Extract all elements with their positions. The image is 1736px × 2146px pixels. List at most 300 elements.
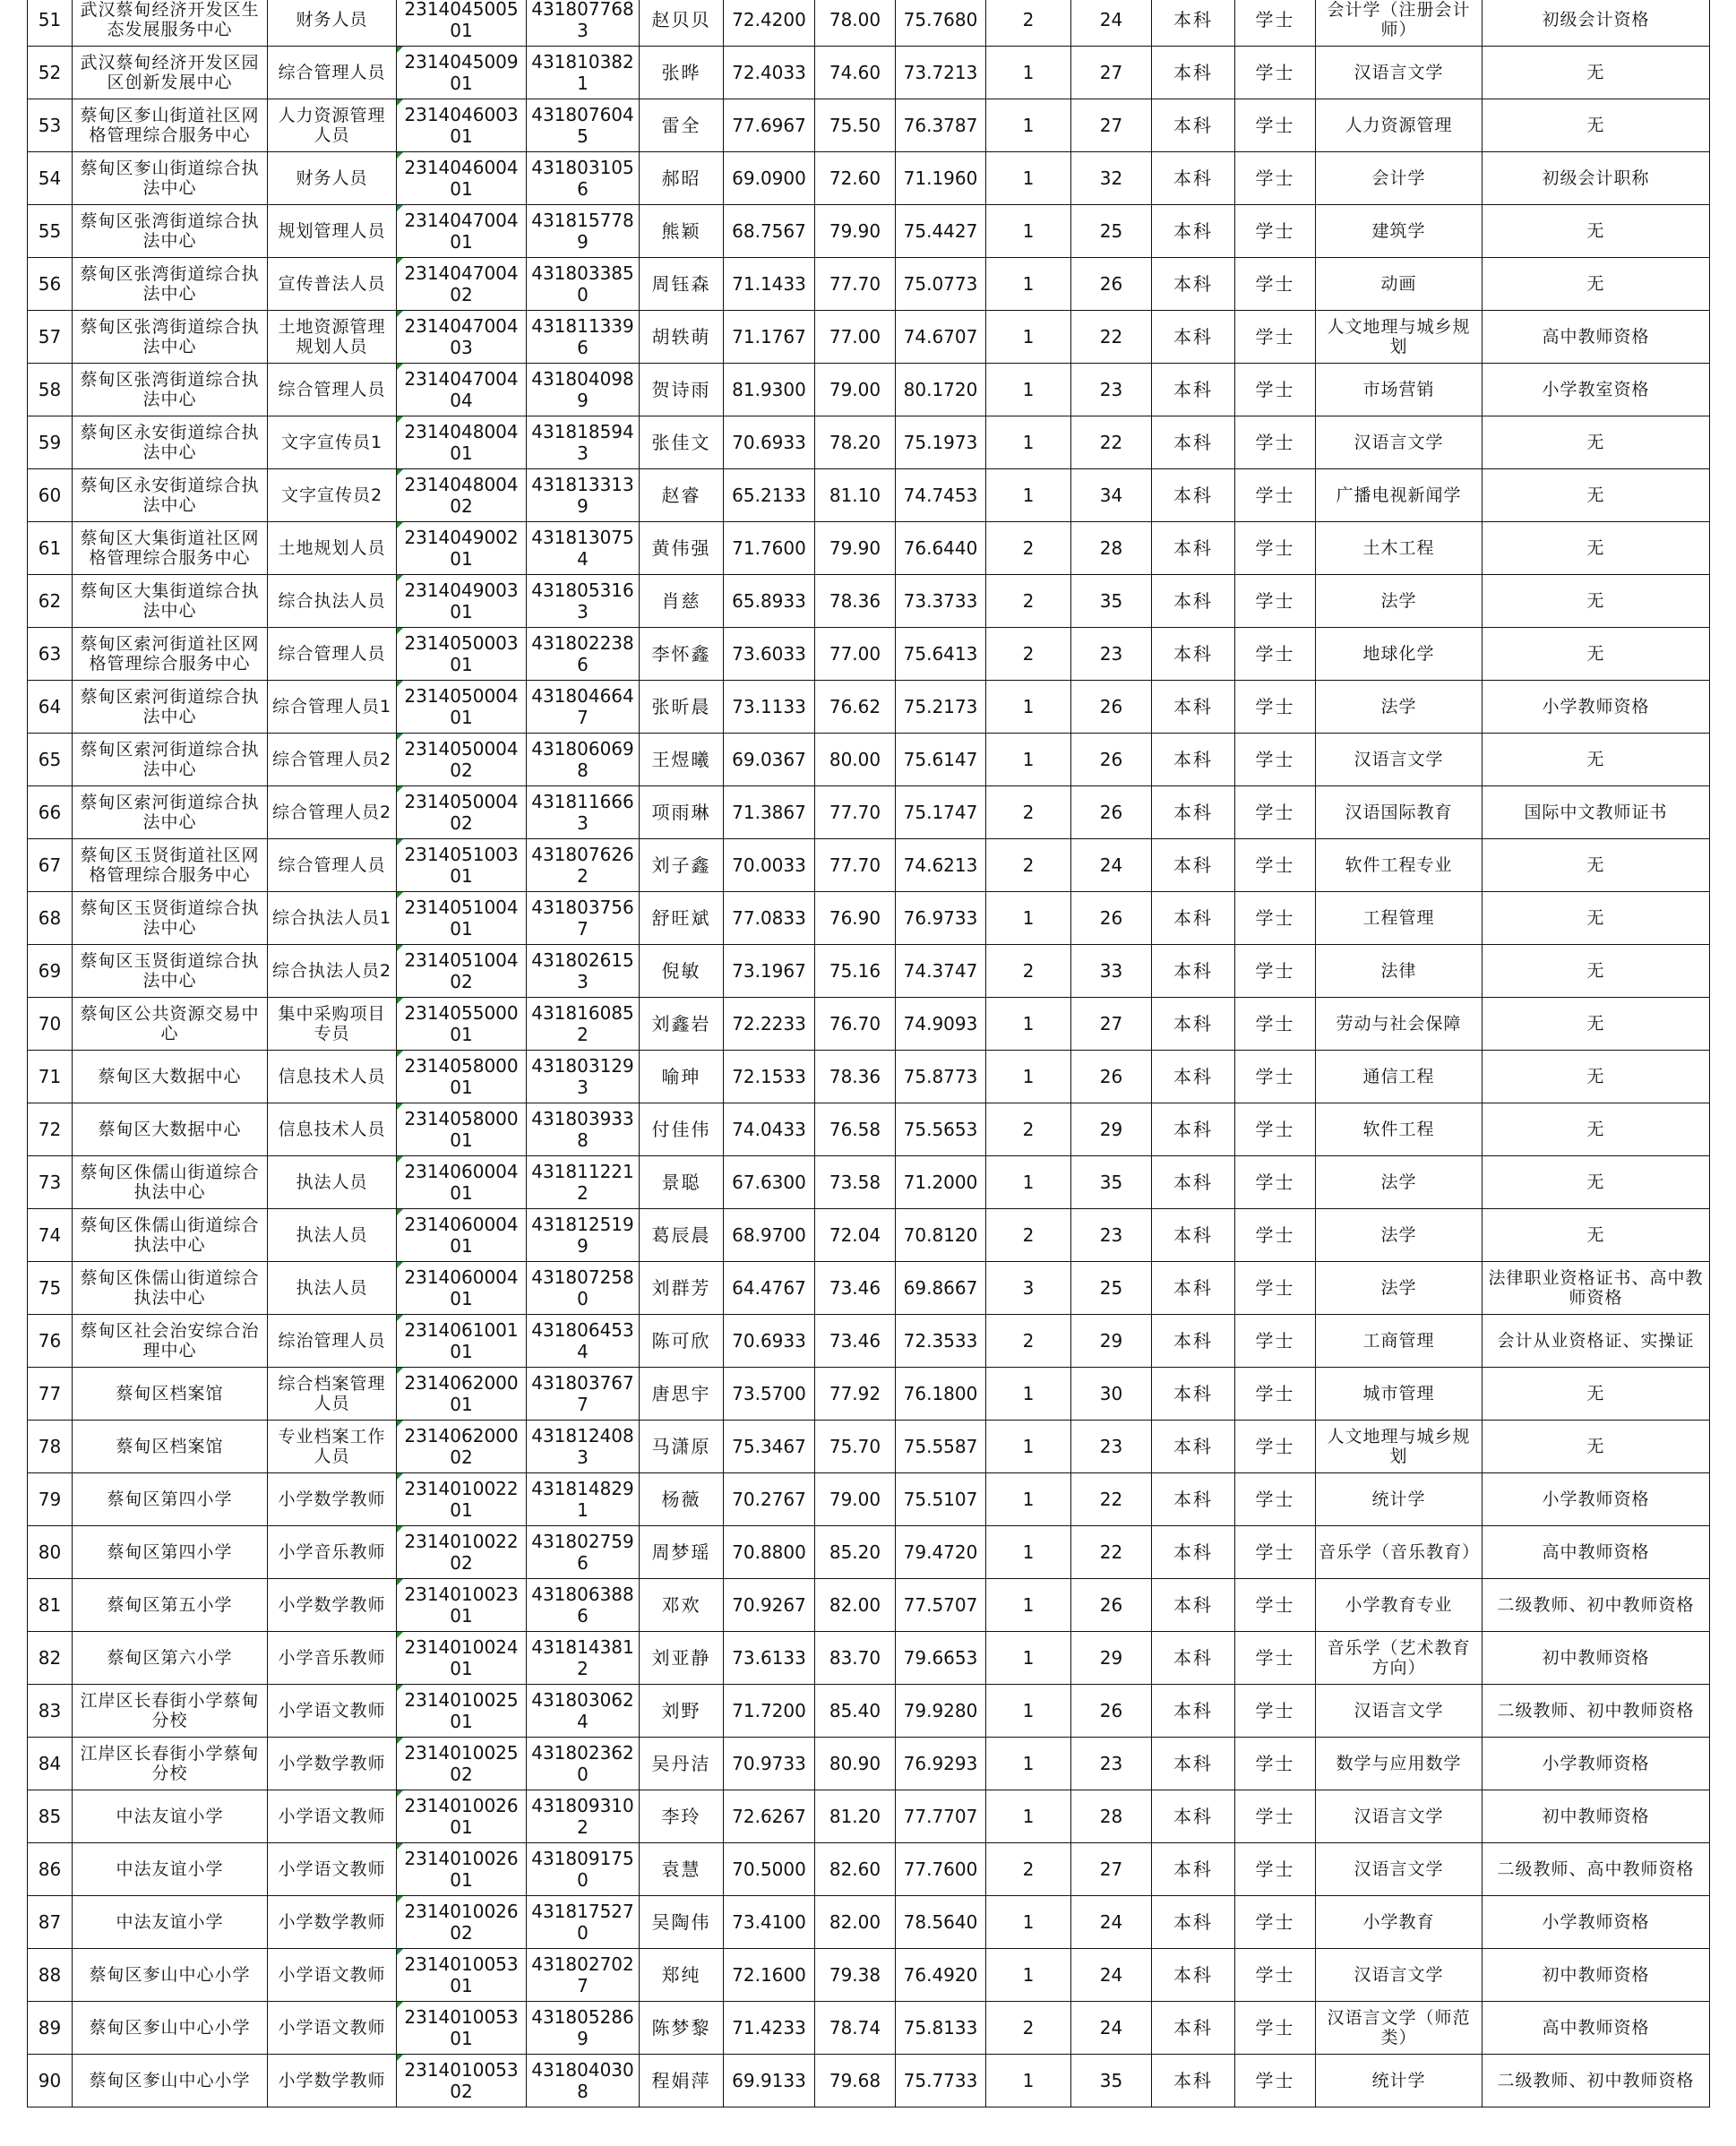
written-score: 70.5000 — [724, 1843, 815, 1896]
ticket-cell: 4318093102 — [527, 1790, 640, 1843]
interview-score: 82.00 — [815, 1896, 896, 1949]
name-cell: 张晔 — [640, 47, 724, 99]
unit-cell: 蔡甸区张湾街道综合执法中心 — [73, 364, 268, 416]
age-cell: 27 — [1071, 47, 1152, 99]
table-row — [28, 892, 1710, 945]
post-code-cell: 231405000401 — [397, 681, 527, 734]
table-row — [28, 1156, 1710, 1209]
name-cell: 赵贝贝 — [640, 0, 724, 47]
post-cell: 综合管理人员 — [268, 47, 397, 99]
table-row — [28, 205, 1710, 258]
name-cell: 雷全 — [640, 99, 724, 152]
certificate-cell: 二级教师、高中教师资格 — [1482, 1843, 1710, 1896]
row-number: 69 — [28, 945, 73, 998]
rank-cell: 2 — [986, 522, 1071, 575]
post-code-cell: 231401002301 — [397, 1579, 527, 1632]
certificate-cell: 无 — [1482, 1209, 1710, 1262]
ticket-cell: 4318033850 — [527, 258, 640, 311]
rank-cell: 1 — [986, 1949, 1071, 2002]
age-cell: 23 — [1071, 1421, 1152, 1473]
certificate-cell: 二级教师、初中教师资格 — [1482, 1579, 1710, 1632]
major-cell: 汉语言文学 — [1316, 1790, 1482, 1843]
major-cell: 法学 — [1316, 1209, 1482, 1262]
degree-cell: 学士 — [1235, 469, 1316, 522]
education-cell: 本科 — [1152, 1685, 1235, 1738]
ticket-cell: 4318030624 — [527, 1685, 640, 1738]
interview-score: 78.36 — [815, 1051, 896, 1103]
post-code-cell: 231404700402 — [397, 258, 527, 311]
major-cell: 法律 — [1316, 945, 1482, 998]
written-score: 65.8933 — [724, 575, 815, 628]
degree-cell: 学士 — [1235, 1368, 1316, 1421]
written-score: 72.1600 — [724, 1949, 815, 2002]
row-number: 61 — [28, 522, 73, 575]
post-code-cell: 231404600401 — [397, 152, 527, 205]
post-code-cell: 231404500901 — [397, 47, 527, 99]
rank-cell: 1 — [986, 998, 1071, 1051]
name-cell: 倪敏 — [640, 945, 724, 998]
degree-cell: 学士 — [1235, 1579, 1316, 1632]
table-row — [28, 99, 1710, 152]
post-cell: 综合档案管理人员 — [268, 1368, 397, 1421]
interview-score: 73.46 — [815, 1315, 896, 1368]
rank-cell: 2 — [986, 0, 1071, 47]
row-number: 78 — [28, 1421, 73, 1473]
row-number: 64 — [28, 681, 73, 734]
unit-cell: 蔡甸区张湾街道综合执法中心 — [73, 205, 268, 258]
certificate-cell: 初级会计职称 — [1482, 152, 1710, 205]
name-cell: 刘野 — [640, 1685, 724, 1738]
ticket-cell: 4318060698 — [527, 734, 640, 786]
certificate-cell: 无 — [1482, 47, 1710, 99]
table-row — [28, 1103, 1710, 1156]
name-cell: 付佳伟 — [640, 1103, 724, 1156]
unit-cell: 蔡甸区第五小学 — [73, 1579, 268, 1632]
post-code-cell: 231404700404 — [397, 364, 527, 416]
written-score: 69.0900 — [724, 152, 815, 205]
education-cell: 本科 — [1152, 1315, 1235, 1368]
row-number: 81 — [28, 1579, 73, 1632]
table-row — [28, 839, 1710, 892]
education-cell: 本科 — [1152, 1790, 1235, 1843]
education-cell: 本科 — [1152, 1526, 1235, 1579]
post-cell: 专业档案工作人员 — [268, 1421, 397, 1473]
age-cell: 24 — [1071, 0, 1152, 47]
ticket-cell: 4318103821 — [527, 47, 640, 99]
rank-cell: 2 — [986, 1315, 1071, 1368]
age-cell: 23 — [1071, 1209, 1152, 1262]
name-cell: 刘子鑫 — [640, 839, 724, 892]
post-cell: 集中采购项目专员 — [268, 998, 397, 1051]
rank-cell: 2 — [986, 786, 1071, 839]
post-code-cell: 231406200002 — [397, 1421, 527, 1473]
total-score: 76.9733 — [896, 892, 986, 945]
education-cell: 本科 — [1152, 1103, 1235, 1156]
unit-cell: 蔡甸区档案馆 — [73, 1368, 268, 1421]
major-cell: 音乐学（音乐教育） — [1316, 1526, 1482, 1579]
total-score: 74.9093 — [896, 998, 986, 1051]
major-cell: 汉语言文学（师范类） — [1316, 2002, 1482, 2055]
education-cell: 本科 — [1152, 892, 1235, 945]
row-number: 76 — [28, 1315, 73, 1368]
unit-cell: 蔡甸区索河街道社区网格管理综合服务中心 — [73, 628, 268, 681]
written-score: 75.3467 — [724, 1421, 815, 1473]
age-cell: 24 — [1071, 1949, 1152, 2002]
post-code-cell: 231404800402 — [397, 469, 527, 522]
major-cell: 音乐学（艺术教育方向） — [1316, 1632, 1482, 1685]
ticket-cell: 4318091750 — [527, 1843, 640, 1896]
written-score: 71.1767 — [724, 311, 815, 364]
unit-cell: 蔡甸区侏儒山街道综合执法中心 — [73, 1209, 268, 1262]
row-number: 54 — [28, 152, 73, 205]
degree-cell: 学士 — [1235, 1262, 1316, 1315]
ticket-cell: 4318064534 — [527, 1315, 640, 1368]
certificate-cell: 无 — [1482, 469, 1710, 522]
table-row — [28, 1579, 1710, 1632]
education-cell: 本科 — [1152, 575, 1235, 628]
row-number: 84 — [28, 1738, 73, 1790]
rank-cell: 1 — [986, 1632, 1071, 1685]
table-row — [28, 1315, 1710, 1368]
interview-score: 78.20 — [815, 416, 896, 469]
rank-cell: 1 — [986, 364, 1071, 416]
education-cell: 本科 — [1152, 1843, 1235, 1896]
post-cell: 人力资源管理人员 — [268, 99, 397, 152]
table-row — [28, 1896, 1710, 1949]
rank-cell: 2 — [986, 839, 1071, 892]
post-code-cell: 231401002202 — [397, 1526, 527, 1579]
degree-cell: 学士 — [1235, 998, 1316, 1051]
rank-cell: 1 — [986, 258, 1071, 311]
table-row — [28, 1790, 1710, 1843]
ticket-cell: 4318031293 — [527, 1051, 640, 1103]
rank-cell: 2 — [986, 575, 1071, 628]
row-number: 88 — [28, 1949, 73, 2002]
name-cell: 喻珅 — [640, 1051, 724, 1103]
unit-cell: 蔡甸区大数据中心 — [73, 1051, 268, 1103]
degree-cell: 学士 — [1235, 1315, 1316, 1368]
total-score: 71.2000 — [896, 1156, 986, 1209]
unit-cell: 中法友谊小学 — [73, 1790, 268, 1843]
name-cell: 陈可欣 — [640, 1315, 724, 1368]
rank-cell: 1 — [986, 1473, 1071, 1526]
age-cell: 24 — [1071, 2002, 1152, 2055]
row-number: 65 — [28, 734, 73, 786]
table-row — [28, 1738, 1710, 1790]
post-code-cell: 231406200001 — [397, 1368, 527, 1421]
degree-cell: 学士 — [1235, 892, 1316, 945]
rank-cell: 1 — [986, 892, 1071, 945]
major-cell: 统计学 — [1316, 1473, 1482, 1526]
post-code-cell: 231401002502 — [397, 1738, 527, 1790]
row-number: 60 — [28, 469, 73, 522]
post-code-cell: 231404900301 — [397, 575, 527, 628]
interview-score: 83.70 — [815, 1632, 896, 1685]
rank-cell: 1 — [986, 1051, 1071, 1103]
table-row — [28, 1421, 1710, 1473]
major-cell: 汉语言文学 — [1316, 416, 1482, 469]
ticket-cell: 4318112212 — [527, 1156, 640, 1209]
table-row — [28, 1209, 1710, 1262]
total-score: 76.6440 — [896, 522, 986, 575]
major-cell: 小学教育 — [1316, 1896, 1482, 1949]
age-cell: 27 — [1071, 1843, 1152, 1896]
rank-cell: 1 — [986, 1368, 1071, 1421]
name-cell: 吴陶伟 — [640, 1896, 724, 1949]
unit-cell: 中法友谊小学 — [73, 1843, 268, 1896]
rank-cell: 1 — [986, 734, 1071, 786]
total-score: 75.7680 — [896, 0, 986, 47]
certificate-cell: 小学教室资格 — [1482, 364, 1710, 416]
table-row — [28, 575, 1710, 628]
row-number: 68 — [28, 892, 73, 945]
total-score: 79.9280 — [896, 1685, 986, 1738]
rank-cell: 2 — [986, 2002, 1071, 2055]
table-row — [28, 2055, 1710, 2107]
rank-cell: 1 — [986, 1896, 1071, 1949]
interview-score: 79.00 — [815, 364, 896, 416]
age-cell: 28 — [1071, 522, 1152, 575]
total-score: 79.4720 — [896, 1526, 986, 1579]
post-cell: 执法人员 — [268, 1262, 397, 1315]
table-row — [28, 1262, 1710, 1315]
unit-cell: 蔡甸区永安街道综合执法中心 — [73, 469, 268, 522]
post-cell: 执法人员 — [268, 1156, 397, 1209]
ticket-cell: 4318076045 — [527, 99, 640, 152]
education-cell: 本科 — [1152, 681, 1235, 734]
post-cell: 综合管理人员1 — [268, 681, 397, 734]
age-cell: 28 — [1071, 1790, 1152, 1843]
education-cell: 本科 — [1152, 258, 1235, 311]
post-code-cell: 231406000401 — [397, 1209, 527, 1262]
total-score: 76.3787 — [896, 99, 986, 152]
interview-score: 75.70 — [815, 1421, 896, 1473]
interview-score: 82.60 — [815, 1843, 896, 1896]
rank-cell: 1 — [986, 1421, 1071, 1473]
total-score: 78.5640 — [896, 1896, 986, 1949]
major-cell: 地球化学 — [1316, 628, 1482, 681]
total-score: 75.1973 — [896, 416, 986, 469]
table-row — [28, 1051, 1710, 1103]
post-cell: 综合管理人员 — [268, 364, 397, 416]
post-cell: 综合管理人员 — [268, 839, 397, 892]
education-cell: 本科 — [1152, 0, 1235, 47]
major-cell: 广播电视新闻学 — [1316, 469, 1482, 522]
rank-cell: 1 — [986, 1685, 1071, 1738]
unit-cell: 蔡甸区永安街道综合执法中心 — [73, 416, 268, 469]
post-cell: 小学语文教师 — [268, 1949, 397, 2002]
age-cell: 27 — [1071, 99, 1152, 152]
unit-cell: 蔡甸区奓山中心小学 — [73, 2055, 268, 2107]
name-cell: 郝昭 — [640, 152, 724, 205]
certificate-cell: 小学教师资格 — [1482, 1473, 1710, 1526]
total-score: 73.7213 — [896, 47, 986, 99]
total-score: 75.1747 — [896, 786, 986, 839]
post-code-cell: 231405100301 — [397, 839, 527, 892]
name-cell: 程娟萍 — [640, 2055, 724, 2107]
unit-cell: 蔡甸区第四小学 — [73, 1526, 268, 1579]
post-code-cell: 231401002602 — [397, 1896, 527, 1949]
age-cell: 26 — [1071, 1685, 1152, 1738]
degree-cell: 学士 — [1235, 1738, 1316, 1790]
education-cell: 本科 — [1152, 205, 1235, 258]
rank-cell: 2 — [986, 945, 1071, 998]
ticket-cell: 4318031056 — [527, 152, 640, 205]
age-cell: 26 — [1071, 734, 1152, 786]
interview-score: 75.16 — [815, 945, 896, 998]
degree-cell: 学士 — [1235, 1632, 1316, 1685]
certificate-cell: 高中教师资格 — [1482, 311, 1710, 364]
interview-score: 73.58 — [815, 1156, 896, 1209]
unit-cell: 蔡甸区第四小学 — [73, 1473, 268, 1526]
unit-cell: 蔡甸区大数据中心 — [73, 1103, 268, 1156]
post-code-cell: 231404600301 — [397, 99, 527, 152]
name-cell: 项雨琳 — [640, 786, 724, 839]
row-number: 66 — [28, 786, 73, 839]
written-score: 72.1533 — [724, 1051, 815, 1103]
certificate-cell: 无 — [1482, 628, 1710, 681]
certificate-cell: 无 — [1482, 1103, 1710, 1156]
interview-score: 79.38 — [815, 1949, 896, 2002]
ticket-cell: 4318133139 — [527, 469, 640, 522]
interview-score: 76.58 — [815, 1103, 896, 1156]
post-cell: 文字宣传员1 — [268, 416, 397, 469]
table-row — [28, 258, 1710, 311]
row-number: 77 — [28, 1368, 73, 1421]
education-cell: 本科 — [1152, 945, 1235, 998]
certificate-cell: 初中教师资格 — [1482, 1790, 1710, 1843]
written-score: 70.9267 — [724, 1579, 815, 1632]
unit-cell: 蔡甸区玉贤街道社区网格管理综合服务中心 — [73, 839, 268, 892]
interview-score: 81.20 — [815, 1790, 896, 1843]
unit-cell: 武汉蔡甸经济开发区园区创新发展中心 — [73, 47, 268, 99]
ticket-cell: 4318022386 — [527, 628, 640, 681]
major-cell: 汉语言文学 — [1316, 1685, 1482, 1738]
education-cell: 本科 — [1152, 1368, 1235, 1421]
post-cell: 综合执法人员1 — [268, 892, 397, 945]
certificate-cell: 无 — [1482, 839, 1710, 892]
certificate-cell: 无 — [1482, 575, 1710, 628]
row-number: 67 — [28, 839, 73, 892]
row-number: 80 — [28, 1526, 73, 1579]
degree-cell: 学士 — [1235, 1103, 1316, 1156]
table-row — [28, 1949, 1710, 2002]
name-cell: 贺诗雨 — [640, 364, 724, 416]
certificate-cell: 无 — [1482, 522, 1710, 575]
interview-score: 74.60 — [815, 47, 896, 99]
ticket-cell: 4318175270 — [527, 1896, 640, 1949]
degree-cell: 学士 — [1235, 575, 1316, 628]
education-cell: 本科 — [1152, 99, 1235, 152]
major-cell: 会计学 — [1316, 152, 1482, 205]
ticket-cell: 4318130754 — [527, 522, 640, 575]
total-score: 74.3747 — [896, 945, 986, 998]
post-cell: 综合管理人员2 — [268, 734, 397, 786]
post-code-cell: 231404500501 — [397, 0, 527, 47]
name-cell: 袁慧 — [640, 1843, 724, 1896]
written-score: 73.4100 — [724, 1896, 815, 1949]
age-cell: 29 — [1071, 1103, 1152, 1156]
post-cell: 信息技术人员 — [268, 1103, 397, 1156]
education-cell: 本科 — [1152, 152, 1235, 205]
age-cell: 23 — [1071, 628, 1152, 681]
unit-cell: 蔡甸区张湾街道综合执法中心 — [73, 258, 268, 311]
unit-cell: 蔡甸区奓山街道社区网格管理综合服务中心 — [73, 99, 268, 152]
ticket-cell: 4318157789 — [527, 205, 640, 258]
row-number: 82 — [28, 1632, 73, 1685]
post-cell: 综合管理人员2 — [268, 786, 397, 839]
certificate-cell: 二级教师、初中教师资格 — [1482, 2055, 1710, 2107]
written-score: 73.5700 — [724, 1368, 815, 1421]
education-cell: 本科 — [1152, 1896, 1235, 1949]
interview-score: 79.00 — [815, 1473, 896, 1526]
education-cell: 本科 — [1152, 1262, 1235, 1315]
name-cell: 葛辰晨 — [640, 1209, 724, 1262]
written-score: 72.4200 — [724, 0, 815, 47]
written-score: 64.4767 — [724, 1262, 815, 1315]
interview-score: 85.20 — [815, 1526, 896, 1579]
interview-score: 82.00 — [815, 1579, 896, 1632]
written-score: 77.0833 — [724, 892, 815, 945]
ticket-cell: 4318039338 — [527, 1103, 640, 1156]
interview-score: 77.00 — [815, 628, 896, 681]
rank-cell: 1 — [986, 469, 1071, 522]
certificate-cell: 无 — [1482, 998, 1710, 1051]
ticket-cell: 4318148291 — [527, 1473, 640, 1526]
post-code-cell: 231401005302 — [397, 2055, 527, 2107]
interview-score: 78.00 — [815, 0, 896, 47]
post-cell: 财务人员 — [268, 152, 397, 205]
major-cell: 市场营销 — [1316, 364, 1482, 416]
certificate-cell: 初中教师资格 — [1482, 1949, 1710, 2002]
degree-cell: 学士 — [1235, 1949, 1316, 2002]
major-cell: 城市管理 — [1316, 1368, 1482, 1421]
total-score: 75.8133 — [896, 2002, 986, 2055]
education-cell: 本科 — [1152, 998, 1235, 1051]
certificate-cell: 无 — [1482, 1156, 1710, 1209]
row-number: 57 — [28, 311, 73, 364]
total-score: 77.5707 — [896, 1579, 986, 1632]
ticket-cell: 4318053163 — [527, 575, 640, 628]
major-cell: 软件工程专业 — [1316, 839, 1482, 892]
written-score: 70.6933 — [724, 416, 815, 469]
rank-cell: 2 — [986, 1843, 1071, 1896]
table-row — [28, 469, 1710, 522]
certificate-cell: 无 — [1482, 945, 1710, 998]
table-row — [28, 628, 1710, 681]
age-cell: 25 — [1071, 205, 1152, 258]
post-code-cell: 231401005301 — [397, 2002, 527, 2055]
name-cell: 吴丹洁 — [640, 1738, 724, 1790]
name-cell: 陈梦黎 — [640, 2002, 724, 2055]
post-cell: 宣传普法人员 — [268, 258, 397, 311]
degree-cell: 学士 — [1235, 786, 1316, 839]
name-cell: 周梦瑶 — [640, 1526, 724, 1579]
age-cell: 22 — [1071, 416, 1152, 469]
age-cell: 29 — [1071, 1632, 1152, 1685]
written-score: 73.6033 — [724, 628, 815, 681]
ticket-cell: 4318185943 — [527, 416, 640, 469]
certificate-cell: 无 — [1482, 416, 1710, 469]
ticket-cell: 4318160852 — [527, 998, 640, 1051]
degree-cell: 学士 — [1235, 311, 1316, 364]
unit-cell: 蔡甸区索河街道综合执法中心 — [73, 734, 268, 786]
certificate-cell: 小学教师资格 — [1482, 1896, 1710, 1949]
interview-score: 78.74 — [815, 2002, 896, 2055]
interview-score: 79.68 — [815, 2055, 896, 2107]
row-number: 89 — [28, 2002, 73, 2055]
post-code-cell: 231405800001 — [397, 1051, 527, 1103]
